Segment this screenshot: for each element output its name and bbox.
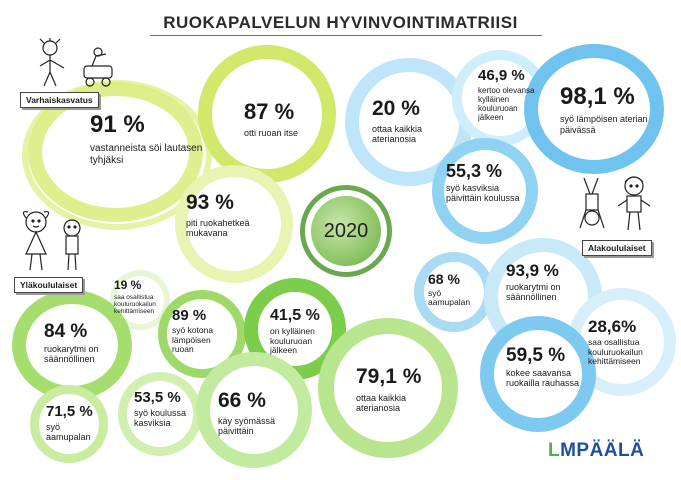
stat-alakoululaiset-3	[560, 84, 656, 135]
two-children-illustration	[16, 208, 92, 274]
child-handstand-illustration	[574, 174, 660, 236]
stat-alakoululaiset-5	[428, 272, 482, 308]
stat-description: ottaa kaikkia aterianosia	[372, 124, 423, 145]
stat-ylakoululaiset-1	[114, 279, 168, 315]
stat-ylakoululaiset-6	[46, 404, 106, 442]
stat-value: 93 %	[186, 191, 234, 214]
stat-description: saa osallistua kouluruokailun kehittämiseen	[588, 336, 643, 367]
stat-description: syö kotona lämpöisen ruoan	[172, 324, 214, 355]
stat-varhaiskasvatus-1	[90, 112, 210, 166]
stat-value: 59,5 %	[506, 345, 566, 366]
title-divider	[150, 35, 542, 36]
group-label-varhaiskasvatus: Varhaiskasvatus	[20, 92, 99, 108]
year-badge	[300, 185, 392, 277]
stat-value: 53,5 %	[134, 389, 181, 406]
logo-text: MPÄÄLÄ	[560, 440, 645, 461]
year-label: 2020	[323, 219, 369, 242]
stat-alakoululaiset-6	[506, 262, 586, 303]
stat-description: syö aamupalan	[46, 421, 91, 443]
year-badge-inner	[311, 196, 381, 266]
stat-description: kokee saavansa ruokailla rauhassa	[506, 367, 580, 389]
stat-varhaiskasvatus-2	[244, 100, 324, 138]
stat-description: ruokarytmi on säännöllinen	[506, 281, 561, 303]
stat-description: kertoo olevansa kylläinen kouluruoan jälkeen	[478, 85, 535, 123]
stat-description: vastanneista söi lautasen tyhjäksi	[90, 143, 203, 166]
stat-description: syö aamupalan	[428, 287, 471, 308]
stat-description: syö koulussa kasviksia	[134, 407, 187, 429]
stat-value: 41,5 %	[270, 307, 320, 324]
stat-ylakoululaiset-7	[134, 390, 196, 428]
stat-ylakoululaiset-2	[44, 322, 124, 365]
stat-description: on kylläinen kouluruoan jälkeen	[270, 325, 315, 356]
stat-value: 91 %	[90, 111, 145, 138]
stat-value: 20 %	[372, 97, 420, 120]
stat-alakoululaiset-1	[372, 98, 456, 145]
stat-description: saa osallistua kouluruokailun kehittämiseen	[114, 293, 156, 315]
child-with-toy-car-illustration	[36, 38, 126, 90]
stat-alakoululaiset-4	[446, 162, 526, 204]
stat-value: 98,1 %	[560, 83, 635, 110]
stat-value: 19 %	[114, 278, 142, 292]
stat-ylakoululaiset-5	[356, 366, 442, 414]
stat-description: ottaa kaikkia aterianosia	[356, 393, 407, 414]
stat-ylakoululaiset-4	[270, 308, 332, 356]
lempaala-logo	[548, 440, 644, 462]
stat-value: 55,3 %	[446, 161, 503, 181]
stat-alakoululaiset-2	[478, 68, 540, 123]
page-title: RUOKAPALVELUN HYVINVOINTIMATRIISI	[163, 13, 518, 32]
stat-varhaiskasvatus-3	[186, 192, 278, 239]
stat-value: 66 %	[218, 389, 266, 412]
group-label-alakoululaiset: Alakoululaiset	[582, 240, 652, 256]
stat-alakoululaiset-7	[588, 318, 670, 367]
stat-alakoululaiset-8	[506, 346, 590, 389]
stat-description: ruokarytmi on säännöllinen	[44, 343, 99, 365]
stat-value: 93,9 %	[506, 261, 559, 280]
stat-value: 46,9 %	[478, 67, 525, 84]
stat-value: 71,5 %	[46, 403, 93, 420]
stat-description: käy syömässä päivittäin	[218, 416, 276, 437]
stat-value: 68 %	[428, 271, 460, 287]
stat-value: 89 %	[172, 307, 207, 324]
logo-accent-letter: L	[548, 440, 561, 461]
stat-ylakoululaiset-3	[172, 308, 232, 355]
group-label-ylakoululaiset: Yläkoululaiset	[14, 277, 83, 293]
stat-ylakoululaiset-8	[218, 390, 298, 437]
stat-value: 87 %	[244, 99, 295, 124]
stat-value: 28,6%	[588, 317, 637, 336]
stat-description: syö lämpöisen aterian päivässä	[560, 114, 648, 135]
stat-description: syö kasviksia päivittäin koulussa	[446, 182, 520, 204]
stat-value: 79,1 %	[356, 365, 422, 388]
stat-description: piti ruokahetkeä mukavana	[186, 218, 250, 239]
stat-description: otti ruoan itse	[244, 128, 299, 139]
stat-value: 84 %	[44, 321, 88, 342]
